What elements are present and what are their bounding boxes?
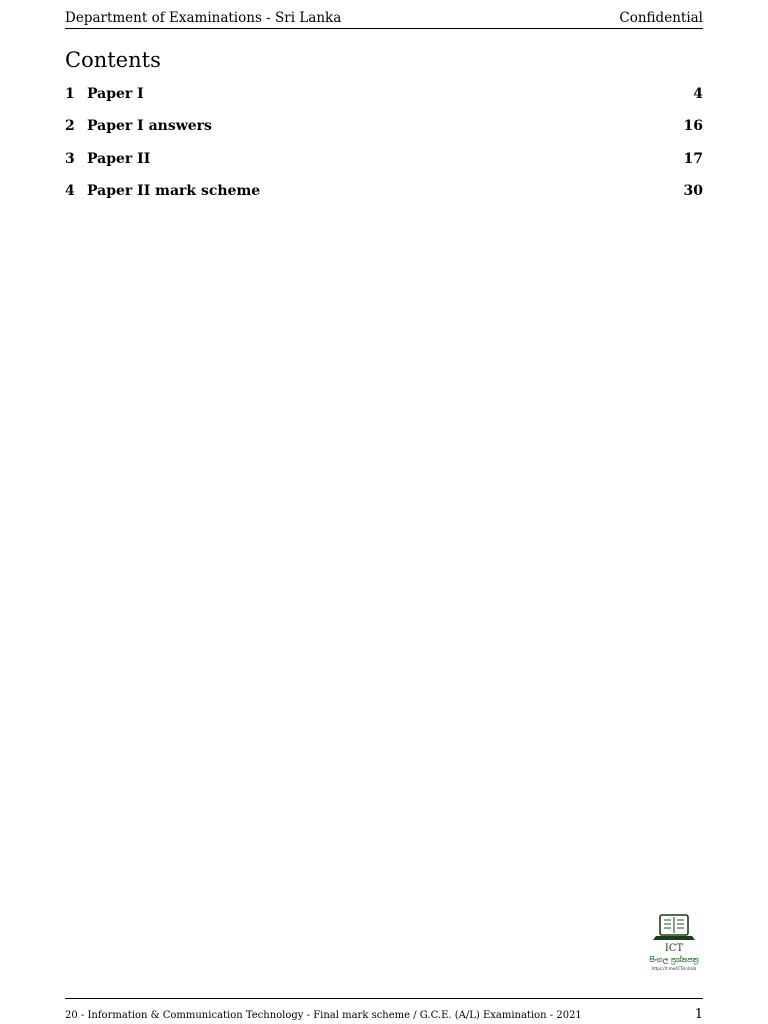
table-of-contents xyxy=(65,86,703,216)
toc-entry-number: 4 xyxy=(65,183,75,200)
logo-subtitle: සිංහල ප්‍රශ්නපත්‍ර xyxy=(649,955,699,964)
logo-text: ICT xyxy=(664,943,684,954)
book-laptop-icon xyxy=(653,915,695,940)
toc-entry-number: 3 xyxy=(65,150,75,167)
toc-entry-page: 4 xyxy=(693,86,703,102)
ict-logo xyxy=(640,912,708,974)
toc-entry-label: Paper I answers xyxy=(87,118,212,135)
footer-exam-title: 20 - Information & Communication Technology - Final mark scheme / G.C.E. (A/L) Examination - 2021 xyxy=(65,1010,582,1021)
toc-entry-label: Paper II xyxy=(87,150,151,167)
toc-entry-paper-2[interactable] xyxy=(65,151,703,183)
page-footer xyxy=(65,998,703,1022)
toc-entry-label: Paper II mark scheme xyxy=(87,183,261,200)
toc-entry-label: Paper I xyxy=(87,86,144,102)
header-confidential: Confidential xyxy=(619,10,703,26)
toc-entry-paper-1-answers[interactable] xyxy=(65,118,703,150)
page-header xyxy=(65,6,703,29)
toc-entry-paper-1[interactable] xyxy=(65,86,703,118)
toc-entry-number: 2 xyxy=(65,118,75,135)
toc-entry-page: 30 xyxy=(683,183,703,200)
header-department: Department of Examinations - Sri Lanka xyxy=(65,10,342,26)
footer-page-number: 1 xyxy=(694,1007,703,1022)
toc-entry-number: 1 xyxy=(65,86,75,102)
toc-entry-page: 17 xyxy=(683,150,703,167)
toc-title: Contents xyxy=(65,48,161,72)
toc-entry-paper-2-mark-scheme[interactable] xyxy=(65,183,703,215)
toc-entry-page: 16 xyxy=(683,118,703,135)
logo-url: https://t.me/ICTsinhala xyxy=(651,966,697,971)
